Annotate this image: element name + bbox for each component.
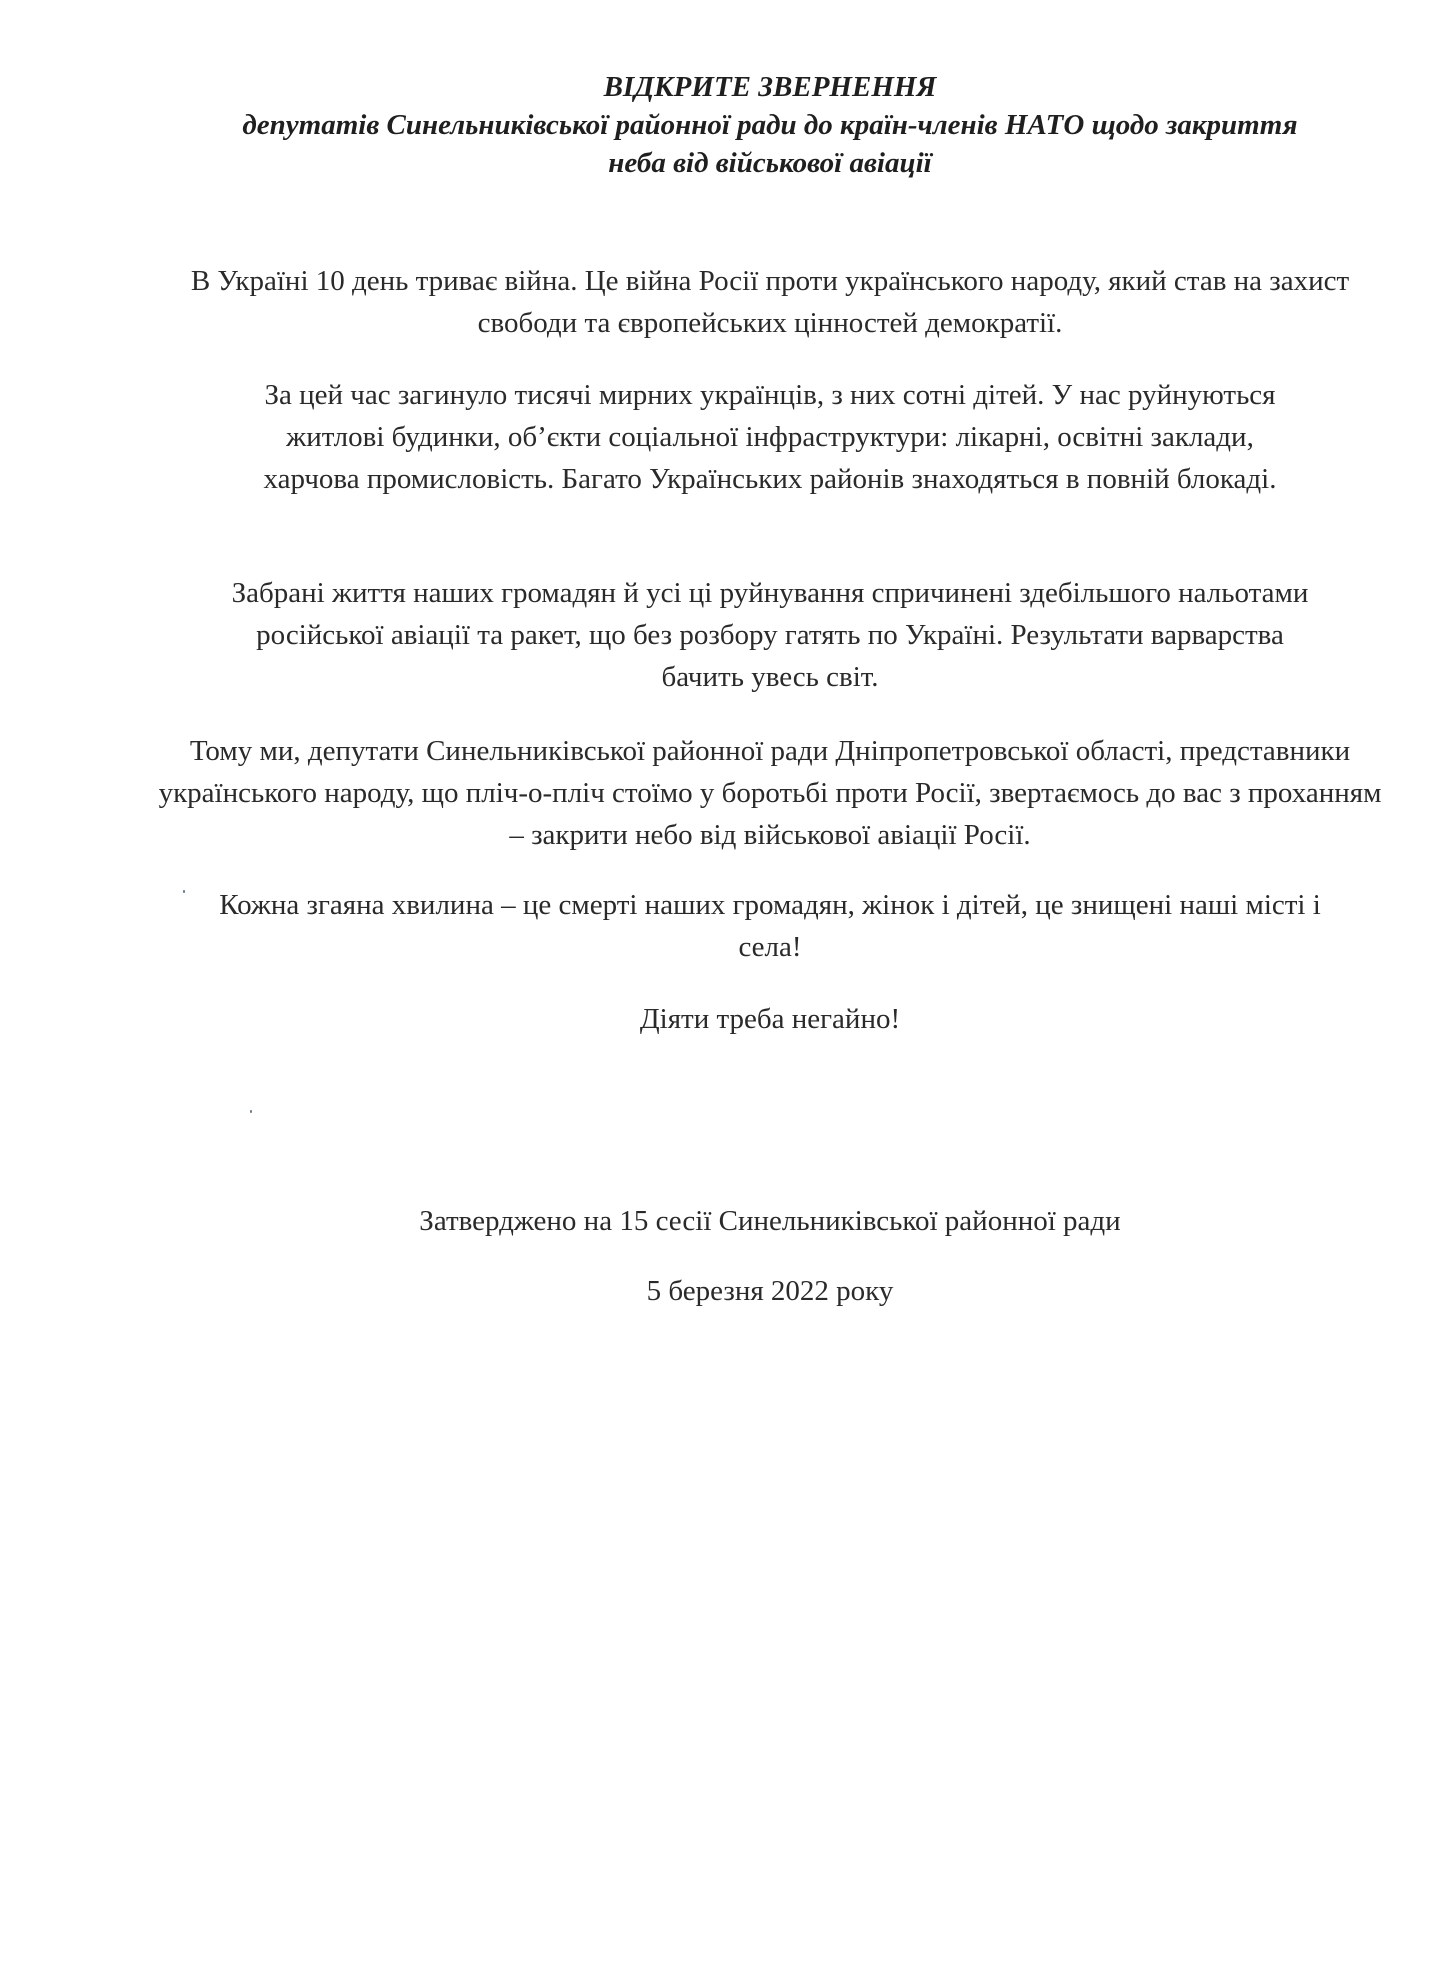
paragraph-1: В Україні 10 день триває війна. Це війна Росії проти українського народу, який став на захист свободи та європейських цінностей демократії. — [190, 265, 1350, 339]
paragraph-2-block — [150, 374, 1390, 500]
document-header — [150, 68, 1390, 182]
scan-speck — [250, 1110, 252, 1113]
paragraph-1-block — [150, 260, 1390, 344]
paragraph-5-block — [150, 884, 1390, 968]
paragraph-3-block — [150, 572, 1390, 698]
approval-note: Затверджено на 15 сесії Синельниківської районної ради — [419, 1205, 1121, 1237]
approval-date: 5 березня 2022 року — [646, 1275, 894, 1307]
document-title: ВІДКРИТЕ ЗВЕРНЕННЯ — [603, 71, 937, 103]
scan-speck — [183, 890, 185, 893]
paragraph-5: Кожна згаяна хвилина – це смерті наших громадян, жінок і дітей, це знищені наші місті і села! — [219, 889, 1321, 963]
paragraph-6: Діяти треба негайно! — [639, 1003, 901, 1035]
paragraph-4: Тому ми, депутати Синельниківської районної ради Дніпропетровської області, представники українського народу, що пліч-о-пліч стоїмо у боротьбі проти Росії, звертаємось до вас з проханням – закрити небо від військової авіації Росії. — [158, 735, 1382, 851]
paragraph-2: За цей час загинуло тисячі мирних українців, з них сотні дітей. У нас руйнуються житлові будинки, об’єкти соціальної інфраструктури: лікарні, освітні заклади, харчова промисловість. Багато Українських районів знаходяться в повній блокаді. — [263, 379, 1277, 495]
paragraph-4-block — [150, 730, 1390, 856]
document-subtitle: депутатів Синельниківської районної ради до країн-членів НАТО щодо закриття неба від військової авіації — [242, 109, 1298, 179]
paragraph-3: Забрані життя наших громадян й усі ці руйнування спричинені здебільшого нальотами російської авіації та ракет, що без розбору гатять по Україні. Результати варварства бачить увесь світ. — [231, 577, 1309, 693]
paragraph-6-block — [150, 998, 1390, 1040]
